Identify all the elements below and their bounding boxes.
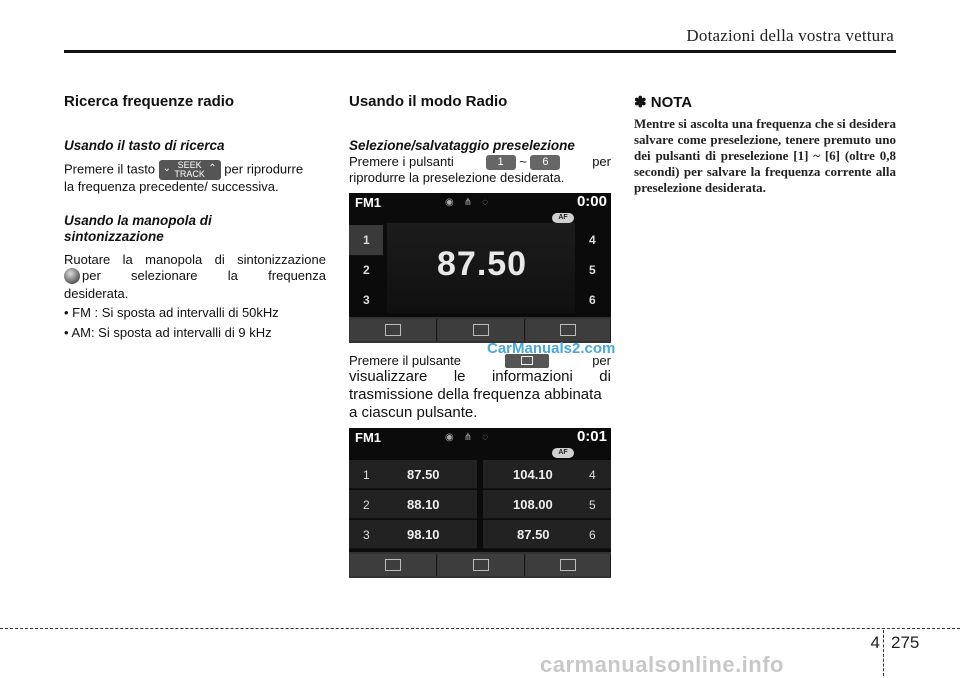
preset-number-4: 4: [589, 233, 596, 247]
footer-watermark: carmanualsonline.info: [540, 652, 784, 677]
af-badge: AF: [552, 213, 574, 223]
preset-frequency: 87.50: [407, 467, 440, 482]
chevron-down-icon: ⌄: [162, 163, 172, 174]
preset-frequency: 104.10: [513, 467, 553, 482]
preset-number: 3: [363, 528, 370, 542]
preset-frequency: 98.10: [407, 527, 440, 542]
para-pulsanti-line2: riprodurre la preselezione desiderata.: [349, 170, 565, 185]
para-pulsanti-line1: [349, 154, 611, 170]
para-manopola-line3: desiderata.: [64, 286, 129, 301]
para-text: per: [592, 154, 611, 170]
band-label: FM1: [355, 430, 381, 445]
clock: 0:00: [576, 193, 607, 210]
subheading-tasto: Usando il tasto di ricerca: [64, 138, 225, 153]
para-text: per riprodurre: [224, 161, 304, 177]
preset-frequency: 108.00: [513, 497, 553, 512]
para-text: per: [592, 353, 611, 368]
tilde: ~: [519, 154, 527, 169]
scan-button[interactable]: [438, 319, 525, 341]
subheading-manopola-2: sintonizzazione: [64, 229, 164, 244]
subheading-manopola-1: Usando la manopola di: [64, 213, 212, 228]
preset-6-key-icon: 6: [530, 155, 560, 170]
header-rule: [64, 50, 896, 53]
preset-number-3: 3: [363, 293, 370, 307]
watermark-carmanuals: CarManuals2.com: [487, 340, 616, 357]
chevron-up-icon: ⌃: [208, 163, 217, 174]
para-text: Premere il pulsante: [349, 353, 461, 368]
radio-search-icon: [473, 324, 489, 336]
preset-number-5: 5: [589, 263, 596, 277]
preset-range: [486, 154, 561, 170]
heading-ricerca: Ricerca frequenze radio: [64, 93, 235, 110]
preset-1-key-icon: 1: [486, 155, 516, 170]
radio-info-icon: [385, 324, 401, 336]
page-number: 275: [891, 633, 920, 652]
grid-menu-icon: [560, 559, 576, 571]
radio-screen-info: [349, 428, 611, 578]
preset-number-2: 2: [363, 263, 370, 277]
para-text: Premere il tasto: [64, 161, 156, 177]
af-badge: AF: [552, 448, 574, 458]
preset-frequency: 88.10: [407, 497, 440, 512]
radio-search-icon: [473, 559, 489, 571]
preset-number: 5: [589, 498, 596, 512]
footer-rule: [0, 628, 960, 629]
status-icons: ◉⋔◌: [445, 197, 499, 208]
track-label: TRACK: [174, 169, 205, 179]
current-frequency: 87.50: [437, 245, 528, 283]
bullet-fm: • FM : Si sposta ad intervalli di 50kHz: [64, 305, 279, 320]
info-button[interactable]: [350, 319, 437, 341]
preset-number: 1: [363, 468, 370, 482]
subheading-preselezione: Selezione/salvataggio preselezione: [349, 138, 575, 153]
radio-screen-main: [349, 193, 611, 343]
preset-number-1: 1: [363, 233, 370, 247]
info-button[interactable]: [350, 554, 437, 576]
scan-button[interactable]: [438, 554, 525, 576]
para-pulsante-line2: visualizzare le informazioni di: [349, 368, 611, 385]
chapter-number: 4: [870, 633, 880, 652]
para-text: per selezionare la frequenza: [82, 268, 326, 283]
para-tasto-line2: la frequenza precedente/ successiva.: [64, 179, 279, 194]
footer-divider: [883, 630, 884, 676]
preset-number: 2: [363, 498, 370, 512]
bullet-am: • AM: Si sposta ad intervalli di 9 kHz: [64, 325, 272, 340]
heading-modo-radio: Usando il modo Radio: [349, 93, 508, 110]
clock: 0:01: [576, 428, 607, 445]
para-manopola-line2: [64, 268, 326, 284]
nota-body: Mentre si ascolta una frequenza che si desidera salvare come preselezione, tenere premuto uno dei pulsanti di preselezione [1] ~ [6] (oltre 0,8 secondi) per salvare la frequenza corrente alla preselezione desiderata.: [634, 116, 896, 195]
band-label: FM1: [355, 195, 381, 210]
preset-number-6: 6: [589, 293, 596, 307]
radio-info-icon: [385, 559, 401, 571]
nota-heading: ✽ NOTA: [634, 94, 693, 111]
section-title: Dotazioni della vostra vettura: [686, 26, 894, 45]
seek-track-key-icon: [159, 160, 221, 180]
preset-number: 4: [589, 468, 596, 482]
preset-frequency: 87.50: [517, 527, 550, 542]
preset-number: 6: [589, 528, 596, 542]
seek-label: SEEK: [177, 160, 202, 170]
screen-bottom-bar: [349, 552, 611, 578]
para-text: Premere i pulsanti: [349, 154, 454, 170]
para-manopola-line1: Ruotare la manopola di sintonizzazione: [64, 252, 326, 267]
grid-menu-icon: [560, 324, 576, 336]
para-pulsante-line3: trasmissione della frequenza abbinata: [349, 386, 602, 403]
menu-button[interactable]: [526, 319, 611, 341]
menu-button[interactable]: [526, 554, 611, 576]
status-icons: ◉⋔◌: [445, 432, 499, 443]
para-tasto-line1: [64, 160, 326, 180]
tuning-knob-icon: [64, 268, 80, 284]
para-pulsante-line4: a ciascun pulsante.: [349, 404, 478, 421]
